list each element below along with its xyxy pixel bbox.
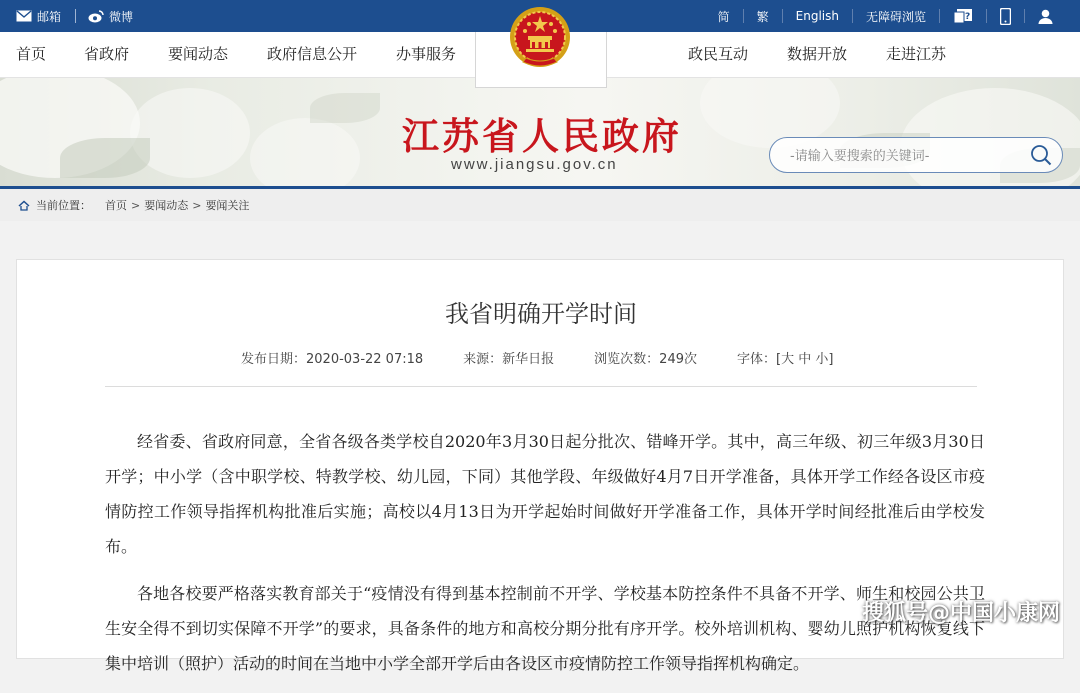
simplified-chinese-link[interactable]	[705, 9, 743, 23]
traditional-chinese-link[interactable]	[743, 9, 782, 23]
mobile-button[interactable]	[986, 9, 1024, 23]
svg-text:?: ?	[965, 12, 971, 22]
font-size-selector[interactable]: 字体：[大 中 小]	[737, 352, 834, 367]
accessibility-link[interactable]	[852, 9, 939, 23]
breadcrumb-home[interactable]: 首页	[105, 199, 127, 212]
breadcrumb-current[interactable]: 要闻关注	[205, 199, 250, 212]
mail-link[interactable]	[16, 8, 61, 25]
article-divider	[105, 386, 977, 387]
weibo-icon	[88, 10, 104, 23]
breadcrumb-news[interactable]: 要闻动态	[144, 199, 189, 212]
home-icon	[18, 200, 30, 211]
national-emblem-icon	[505, 4, 575, 74]
article-source: 来源：新华日报	[463, 352, 555, 367]
nav-item-services[interactable]: 办事服务	[396, 45, 457, 63]
nav-item-home[interactable]: 首页	[16, 45, 47, 63]
traditional-label: 繁	[756, 9, 769, 24]
site-title: 江苏省人民政府	[402, 114, 682, 158]
help-icon	[953, 8, 973, 24]
flower-decoration	[250, 118, 360, 186]
mail-label: 邮箱	[37, 9, 62, 24]
mail-icon	[16, 10, 32, 22]
user-icon	[1038, 9, 1053, 24]
article-title: 我省明确开学时间	[445, 300, 637, 328]
site-url: www.jiangsu.gov.cn	[451, 156, 618, 173]
english-label: English	[795, 9, 839, 23]
article-paragraph: 各地各校要严格落实教育部关于“疫情没有得到基本控制前不开学、学校基本防控条件不具备不开学、师生和校园公共卫生安全得不到切实保障不开学”的要求，具备条件的地方和高校分期分批有序开学。校外培训机构、婴幼儿照护机构恢复线下集中培训（照护）活动的时间在当地中小学全部开学后由各设区市疫情防控工作领导指挥机构确定。	[105, 584, 985, 673]
search-icon[interactable]	[1030, 144, 1052, 166]
watermark: 搜狐号@中国小康网	[862, 601, 1061, 626]
breadcrumb-label: 当前位置：	[36, 199, 91, 212]
article-paragraph: 经省委、省政府同意，全省各级各类学校自2020年3月30日起分批次、错峰开学。其中，高三年级、初三年级3月30日开学；中小学（含中职学校、特教学校、幼儿园，下同）其他学段、年级做好4月7日开学准备，具体开学工作经各设区市疫情防控工作领导指挥机构批准后实施；高校以4月13日为开学起始时间做好开学准备工作，具体开学时间经批准后由学校发布。	[105, 432, 985, 556]
nav-item-government-info[interactable]: 政府信息公开	[267, 45, 358, 63]
article-body	[105, 424, 985, 693]
search-box	[769, 137, 1063, 173]
search-input[interactable]	[788, 146, 1022, 166]
nav-item-news[interactable]: 要闻动态	[168, 45, 229, 63]
simplified-label: 简	[717, 9, 730, 24]
breadcrumb	[0, 189, 1080, 221]
view-count: 浏览次数：249次	[594, 352, 697, 367]
nav-item-about-jiangsu[interactable]: 走进江苏	[886, 45, 947, 63]
leaf-decoration	[60, 138, 150, 178]
flower-decoration	[130, 88, 250, 178]
accessibility-label: 无障碍浏览	[865, 9, 926, 24]
weibo-link[interactable]	[88, 8, 133, 25]
nav-item-open-data[interactable]: 数据开放	[787, 45, 848, 63]
english-link[interactable]	[782, 9, 852, 23]
divider	[75, 9, 76, 23]
nav-item-provincial-government[interactable]: 省政府	[84, 45, 130, 63]
mobile-icon	[1000, 8, 1011, 25]
article-meta	[241, 348, 833, 367]
breadcrumb-separator: >	[192, 198, 202, 212]
user-button[interactable]	[1024, 9, 1066, 23]
weibo-label: 微博	[109, 9, 134, 24]
nav-item-interaction[interactable]: 政民互动	[688, 45, 749, 63]
leaf-decoration	[310, 93, 380, 123]
publish-date: 发布日期：2020-03-22 07:18	[241, 352, 424, 367]
breadcrumb-separator: >	[131, 198, 141, 212]
help-button[interactable]	[939, 9, 986, 23]
